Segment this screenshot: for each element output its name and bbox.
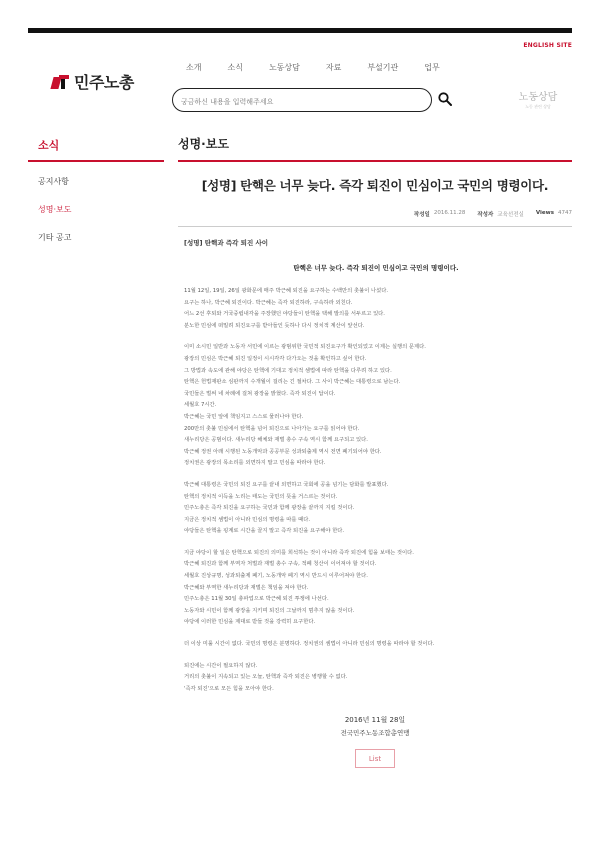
paragraph — [184, 342, 568, 470]
paragraph-line: 박근혜 정권 아래 시행된 노동개악과 공공부문 성과퇴출제 역시 전면 폐기되어야 한다. — [184, 448, 382, 455]
logo-mark-icon — [52, 75, 70, 89]
date-label: 작성일 — [413, 212, 430, 218]
top-bar — [28, 28, 572, 33]
search-icon[interactable] — [438, 92, 452, 106]
paragraph — [184, 661, 568, 696]
paragraph-line: 더 이상 미룰 시간이 없다. 국민의 명령은 분명하다. 정치권의 셈법이 아니라 민심의 명령을 따라야 할 것이다. — [184, 641, 435, 648]
post-date: 2016.11.28 — [433, 210, 466, 216]
list-button[interactable]: List — [355, 749, 395, 768]
labor-consult-link[interactable] — [510, 88, 566, 110]
nav-item-intro[interactable]: 소개 — [186, 63, 202, 72]
post-title: [성명] 탄핵은 너무 늦다. 즉각 퇴진이 민심이고 국민의 명령이다. — [201, 178, 549, 193]
signature — [178, 714, 572, 739]
paragraph-line: 새누리당은 공범이다. 새누리당 해체와 재벌 총수 구속 역시 함께 요구되고 있다. — [184, 437, 368, 444]
sidebar-divider — [28, 160, 164, 162]
sign-org: 전국민주노동조합총연맹 — [340, 729, 410, 737]
nav-item-news[interactable]: 소식 — [227, 63, 243, 72]
page-title: 성명·보도 — [178, 137, 229, 151]
sign-date: 2016년 11월 28일 — [344, 716, 406, 724]
paragraph-line: 노동자와 시민이 함께 광장을 지키며 퇴진의 그날까지 멈추지 않을 것이다. — [184, 607, 355, 614]
post-body — [184, 238, 568, 705]
title-divider — [178, 160, 572, 162]
paragraph-line: 야당에 이러한 민심을 제대로 받들 것을 강력히 요구한다. — [184, 619, 316, 626]
sidebar-item-notice[interactable]: 공지사항 — [38, 177, 69, 186]
paragraph-line: 박근혜 퇴진과 함께 부역자 처벌과 재벌 총수 구속, 적폐 청산이 이어져야 할 것이다. — [184, 561, 377, 568]
paragraph-line: 11월 12일, 19일, 26일 광화문에 매주 박근혜 퇴진을 요구하는 수백만의 촛불이 나섰다. — [184, 288, 389, 294]
paragraph — [184, 639, 568, 651]
paragraph-line: 야당들은 탄핵을 핑계로 시간을 끌지 말고 즉각 퇴진을 요구해야 한다. — [184, 528, 345, 535]
paragraph-line: 퇴진에는 시간이 필요하지 않다. — [184, 662, 258, 669]
paragraph-line: 광장의 민심은 박근혜 퇴진 일정이 시시각각 다가오는 것을 확인하고 싶어 한다. — [184, 355, 367, 362]
nav-item-labor-consult[interactable]: 노동상담 — [268, 63, 300, 72]
nav-item-affiliates[interactable]: 부설기관 — [367, 63, 399, 72]
paragraph-line: 거리의 촛불이 지속되고 있는 오늘, 탄핵과 즉각 퇴진은 병행할 수 없다. — [184, 674, 348, 681]
consult-subtitle: 노동 관련 상담 — [525, 104, 551, 109]
paragraph — [184, 548, 568, 629]
sidebar-title: 소식 — [38, 139, 60, 152]
post-subhead: [성명] 탄핵과 즉각 퇴진 사이 — [184, 239, 269, 247]
author-label: 작성자 — [477, 212, 494, 218]
paragraph-line: 박근혜 대통령은 국민의 퇴진 요구를 끝내 외면하고 국회에 공을 넘기는 담화를 발표했다. — [184, 481, 389, 488]
post-meta — [414, 210, 572, 218]
paragraph-line: 정치권은 광장의 목소리를 외면하지 말고 민심을 따라야 한다. — [184, 460, 326, 467]
paragraph-line: 요구는 하나, 박근혜 퇴진이다. 박근혜는 즉각 퇴진하라, 구속하라 외친다. — [184, 299, 353, 306]
consult-title: 노동상담 — [518, 92, 558, 103]
paragraph-line: 세월호 7시간. — [184, 402, 217, 409]
search-box — [172, 88, 432, 112]
nav-item-materials[interactable]: 자료 — [325, 63, 342, 72]
views-label: Views — [535, 210, 554, 216]
paragraph-line: 박근혜와 부역한 새누리당과 재벌은 책임을 져야 한다. — [184, 584, 309, 591]
paragraph — [184, 286, 568, 332]
paragraph-line: 국민들은 벌써 네 차례에 걸쳐 광장을 밝혔다. 즉각 퇴진이 답이다. — [184, 390, 336, 397]
paragraph-line: 지금은 정치적 셈법이 아니라 민심의 명령을 따를 때다. — [184, 516, 311, 523]
nav-item-work[interactable]: 업무 — [424, 63, 440, 72]
post-views: 4747 — [558, 210, 572, 216]
paragraph-line: '즉각 퇴진'으로 모든 힘을 모아야 한다. — [184, 685, 274, 692]
paragraph-line: 탄핵은 헌법재판소 심판까지 수개월이 걸리는 긴 절차다. 그 사이 박근혜는 대통령으로 남는다. — [184, 379, 401, 386]
logo-text: 민주노총 — [74, 73, 134, 92]
paragraph-line: 200만의 촛불 민심에서 탄핵을 넘어 퇴진으로 나아가는 요구를 읽어야 한다. — [184, 425, 360, 432]
post-author: 교육선전실 — [497, 212, 524, 218]
paragraph-line: 세월호 진상규명, 성과퇴출제 폐기, 노동개악 폐기 역시 반드시 이루어져야 한다. — [184, 573, 368, 580]
paragraph-line: 지금 야당이 할 일은 탄핵으로 퇴진의 의미를 희석하는 것이 아니라 즉각 퇴진에 힘을 보태는 것이다. — [184, 549, 414, 556]
post-heading: 탄핵은 너무 늦다. 즉각 퇴진이 민심이고 국민의 명령이다. — [293, 264, 459, 272]
site-logo[interactable] — [52, 70, 134, 93]
post-paragraphs — [184, 286, 568, 695]
english-site-link[interactable]: ENGLISH SITE — [523, 42, 572, 49]
paragraph-line: 탄핵의 정치적 이득을 노리는 태도는 국민의 뜻을 거스르는 것이다. — [184, 493, 338, 500]
sidebar-item-other-notice[interactable]: 기타 공고 — [38, 233, 72, 242]
main-nav — [186, 62, 466, 73]
paragraph-line: 이미 소시민 일반과 노동자 서민에 이르는 광범위한 국민적 퇴진요구가 확인되었고 이제는 실행의 문제다. — [184, 344, 426, 351]
paragraph-line: 박근혜는 국민 앞에 책임지고 스스로 물러나야 한다. — [184, 413, 304, 420]
sidebar-item-statements[interactable]: 성명·보도 — [38, 205, 72, 214]
paragraph — [184, 480, 568, 538]
search-input[interactable] — [181, 92, 421, 112]
sidebar-menu — [38, 176, 71, 260]
paragraph-line: 어느 2선 후퇴와 거국중립내각을 주장했던 야당들이 탄핵을 택해 발의를 서두르고 있다. — [184, 311, 385, 318]
paragraph-line: 분노한 민심에 떠밀려 퇴진요구를 받아들인 듯하나 다시 정치적 계산이 앞선다. — [184, 322, 365, 329]
paragraph-line: 민주노총은 즉각 퇴진을 요구하는 국민과 함께 광장을 끝까지 지킬 것이다. — [184, 505, 355, 512]
meta-divider — [178, 226, 572, 227]
paragraph-line: 그 방법과 속도에 관해 야당은 탄핵에 기대고 정치적 셈법에 따라 탄핵을 다루려 하고 있다. — [184, 367, 392, 374]
paragraph-line: 민주노총은 11월 30일 총파업으로 박근혜 퇴진 투쟁에 나선다. — [184, 596, 329, 603]
